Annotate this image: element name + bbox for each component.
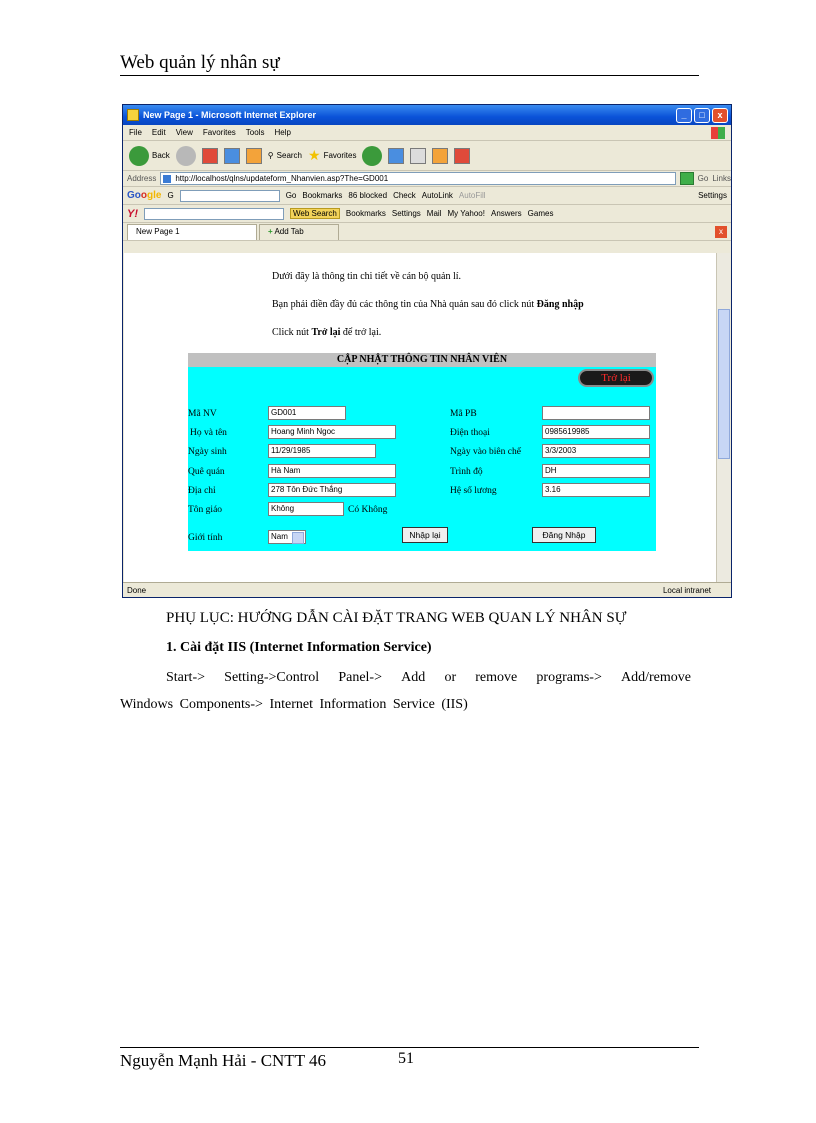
label-ngay-sinh: Ngày sinh [188, 447, 227, 457]
close-tab-icon[interactable]: x [715, 226, 727, 238]
search-label: Search [276, 151, 303, 160]
yahoo-mail[interactable]: Mail [426, 209, 442, 218]
browser-window [122, 104, 732, 598]
label-dia-chi: Địa chỉ [188, 486, 216, 496]
mail-icon[interactable] [388, 148, 404, 164]
input-trinh-do[interactable]: DH [542, 464, 650, 478]
input-ngay-sinh[interactable]: 11/29/1985 [268, 444, 376, 458]
edit-icon[interactable] [432, 148, 448, 164]
minimize-button[interactable]: _ [676, 108, 692, 123]
install-steps-line-2: Windows Components-> Internet Information Service (IIS) [120, 697, 468, 712]
google-settings[interactable]: Settings [698, 191, 727, 200]
yahoo-logo: Y! [127, 207, 138, 220]
status-bar [123, 582, 731, 597]
install-steps-line-1: Start-> Setting->Control Panel-> Add or remove programs-> Add/remove [166, 670, 691, 685]
label-que-quan: Quê quán [188, 467, 225, 477]
label-ma-pb: Mã PB [450, 409, 477, 419]
add-tab-label: Add Tab [274, 227, 304, 236]
yahoo-games[interactable]: Games [527, 209, 554, 218]
label-gioi-tinh: Giới tính [188, 533, 223, 543]
menu-help[interactable]: Help [274, 128, 291, 137]
status-zone: Local intranet [662, 585, 711, 595]
autolink[interactable]: AutoLink [421, 191, 453, 200]
input-dien-thoai[interactable]: 0985619985 [542, 425, 650, 439]
history-icon[interactable] [362, 146, 382, 166]
page-number: 51 [398, 1050, 414, 1067]
submit-button[interactable]: Đăng Nhập [532, 527, 596, 543]
home-icon[interactable] [246, 148, 262, 164]
document-header: Web quản lý nhân sự [120, 52, 280, 73]
address-bar [123, 171, 731, 187]
google-g-button[interactable]: G [167, 191, 174, 200]
google-search-input[interactable] [180, 190, 280, 202]
favorites-label: Favorites [323, 151, 357, 160]
form-title: CẬP NHẬT THÔNG TIN NHÂN VIÊN [188, 353, 656, 367]
menu-view[interactable]: View [175, 128, 193, 137]
google-toolbar [123, 187, 731, 205]
menu-file[interactable]: File [129, 128, 142, 137]
status-done: Done [127, 585, 147, 595]
ie-page-icon [127, 109, 139, 121]
address-label: Address [127, 174, 157, 183]
intro-line-1: Dưới đây là thông tin chi tiết về cán bộ quản lí. [272, 271, 461, 282]
label-trinh-do: Trình độ [450, 467, 483, 477]
yahoo-web-search-button[interactable]: Web Search [290, 208, 340, 219]
go-arrow-icon[interactable] [680, 172, 694, 185]
input-he-so[interactable]: 3.16 [542, 483, 650, 497]
select-gioi-tinh[interactable]: Nam [268, 530, 306, 544]
yahoo-search-input[interactable] [144, 208, 284, 220]
reset-button[interactable]: Nhập lại [402, 527, 448, 543]
back-label: Back [152, 151, 170, 160]
popup-blocked[interactable]: 86 blocked [348, 191, 388, 200]
maximize-button[interactable]: □ [694, 108, 710, 123]
yahoo-toolbar [123, 205, 731, 223]
search-icon: ⚲ [267, 151, 274, 160]
label-ho-ten: Họ và tên [190, 428, 227, 438]
window-title: New Page 1 - Microsoft Internet Explorer [143, 110, 317, 120]
header-rule [120, 75, 699, 76]
google-logo: Google [127, 190, 162, 201]
tab-bar [123, 223, 731, 241]
google-go-button[interactable]: Go [285, 191, 297, 200]
forward-button[interactable] [176, 146, 196, 166]
tab-new-page-1[interactable]: New Page 1 [127, 224, 257, 240]
close-button[interactable]: x [712, 108, 728, 123]
scrollbar-thumb[interactable] [718, 309, 730, 459]
intro-line-3: Click nút Trở lại để trở lại. [272, 327, 382, 338]
label-ton-giao: Tôn giáo [188, 505, 223, 515]
back-arrow-icon [129, 146, 149, 166]
favorites-star-icon: ★ [308, 147, 321, 163]
label-dien-thoai: Điện thoại [450, 428, 490, 438]
label-ngay-vao: Ngày vào biên chế [450, 447, 521, 457]
menu-tools[interactable]: Tools [245, 128, 265, 137]
label-he-so: Hệ số lương [450, 486, 497, 496]
messenger-icon[interactable] [454, 148, 470, 164]
menu-favorites[interactable]: Favorites [202, 128, 236, 137]
employee-update-form [188, 353, 656, 551]
plus-icon: + [268, 227, 273, 236]
input-ton-giao[interactable]: Không [268, 502, 344, 516]
search-button[interactable] [268, 151, 302, 160]
input-ngay-vao[interactable]: 3/3/2003 [542, 444, 650, 458]
autofill[interactable]: AutoFill [458, 191, 486, 200]
section-1-title: 1. Cài đặt IIS (Internet Information Service) [166, 640, 432, 655]
standard-toolbar [123, 141, 731, 171]
footer-author: Nguyễn Mạnh Hải - CNTT 46 [120, 1051, 327, 1070]
menu-bar [123, 125, 731, 141]
windows-logo-icon [711, 127, 725, 139]
yahoo-answers[interactable]: Answers [490, 209, 522, 218]
yahoo-bookmarks[interactable]: Bookmarks [345, 209, 386, 218]
page-content [124, 253, 717, 583]
add-tab-button[interactable] [259, 224, 339, 240]
input-ma-pb[interactable] [542, 406, 650, 420]
refresh-icon[interactable] [224, 148, 240, 164]
intro-line-2: Bạn phải điền đầy đủ các thông tin của Nhà quản sau đó click nút Đăng nhập [272, 299, 584, 310]
menu-edit[interactable]: Edit [151, 128, 166, 137]
appendix-title: PHỤ LỤC: HƯỚNG DẪN CÀI ĐẶT TRANG WEB QUAN LÝ NHÂN SỰ [166, 610, 627, 626]
spell-check[interactable]: Check [393, 191, 416, 200]
label-ma-nv: Mã NV [188, 409, 217, 419]
my-yahoo[interactable]: My Yahoo! [447, 209, 485, 218]
back-button[interactable] [129, 146, 170, 166]
vertical-scrollbar[interactable] [716, 253, 730, 583]
google-bookmarks[interactable]: Bookmarks [302, 191, 343, 200]
print-icon[interactable] [410, 148, 426, 164]
favorites-button[interactable] [308, 147, 356, 164]
input-ho-ten[interactable]: Hoang Minh Ngoc [268, 425, 396, 439]
input-que-quan[interactable]: Hà Nam [268, 464, 396, 478]
back-button[interactable]: Trở lại [578, 369, 654, 387]
links-button[interactable]: Links [712, 174, 731, 183]
input-ma-nv[interactable]: GD001 [268, 406, 346, 420]
footer-rule [120, 1047, 699, 1048]
go-button[interactable]: Go [697, 174, 709, 183]
ton-giao-options: Có Không [348, 505, 388, 515]
stop-icon[interactable] [202, 148, 218, 164]
title-bar [123, 105, 731, 125]
yahoo-settings[interactable]: Settings [391, 209, 421, 218]
address-input[interactable]: http://localhost/qlns/updateform_Nhanvien.asp?The=GD001 [160, 172, 675, 185]
input-dia-chi[interactable]: 278 Tôn Đức Thắng [268, 483, 396, 497]
